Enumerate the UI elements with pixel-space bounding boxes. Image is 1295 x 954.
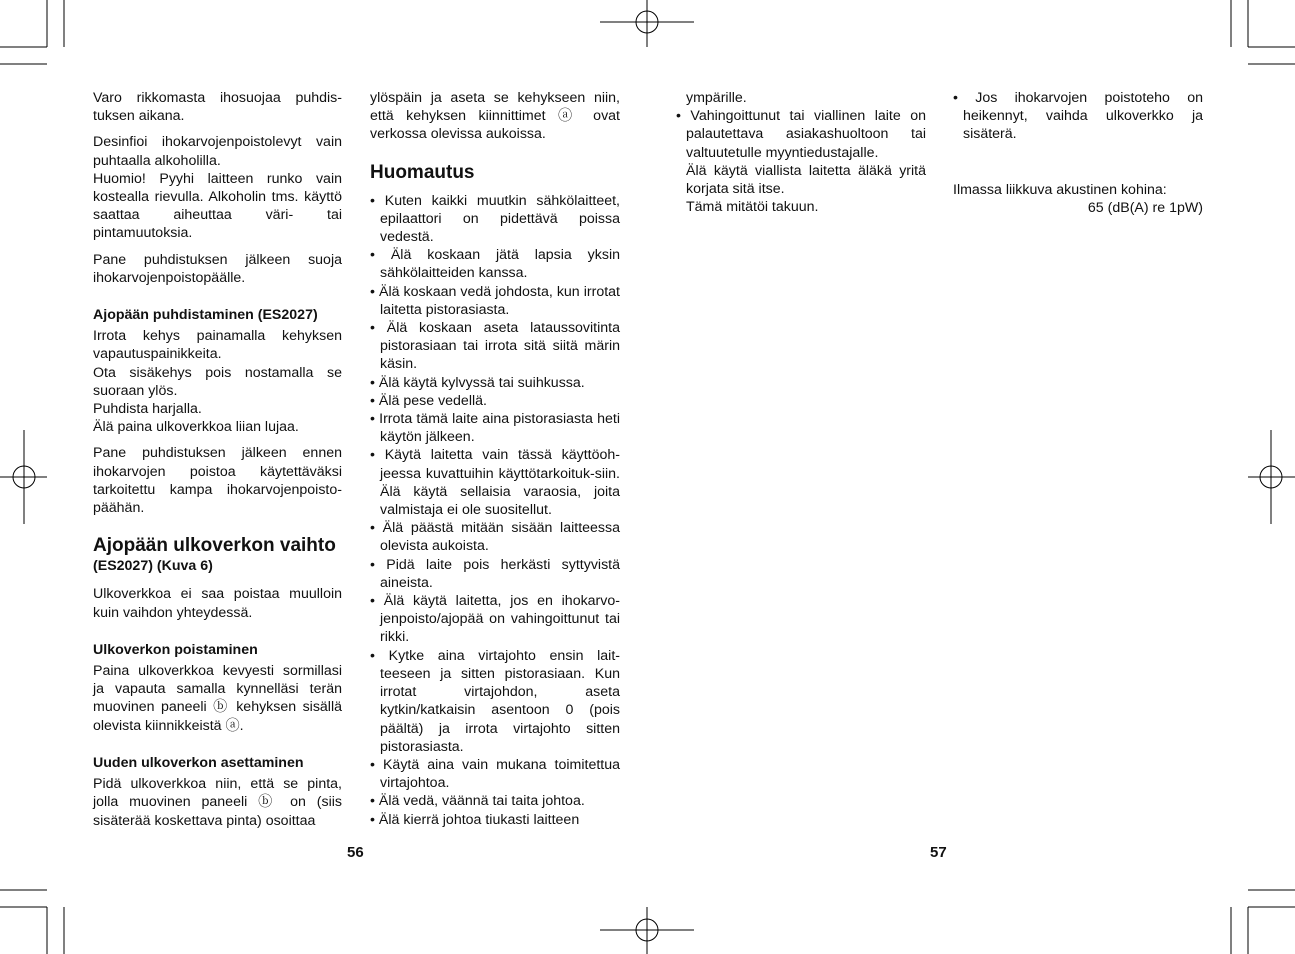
- list-item: • Kuten kaikki muutkin sähkölaitteet, epilaattori on pidettävä poissa vedestä.: [370, 192, 620, 246]
- paragraph: Älä paina ulkoverkkoa liian lujaa.: [93, 419, 299, 436]
- list-item: • Älä käytä kylvyssä tai suihkussa.: [370, 374, 585, 391]
- paragraph: Pane puhdistuksen jälkeen suoja ihokarvojenpoistopäälle.: [93, 251, 342, 286]
- list-item: • Älä päästä mitään sisään laitteessa olevista aukoista.: [370, 520, 620, 555]
- notice-heading: Huomautus: [370, 161, 475, 183]
- list-item: • Älä vedä, väännä tai taita johtoa.: [370, 793, 585, 810]
- noise-label: Ilmassa liikkuva akustinen kohina:: [953, 181, 1167, 198]
- list-item: • Älä käytä laitetta, jos en ihokarvo-jenpoisto/ajopää on vahingoittunut tai rikki.: [370, 593, 620, 646]
- paragraph: Tämä mitätöi takuun.: [686, 199, 819, 216]
- list-item: • Pidä laite pois herkästi syttyvistä aineista.: [370, 556, 620, 591]
- list-item: • Älä koskaan jätä lapsia yksin sähkölaitteiden kanssa.: [370, 247, 620, 282]
- section-heading: Ajopään puhdistaminen (ES2027): [93, 307, 318, 324]
- page-number-left: 56: [347, 844, 364, 861]
- paragraph: ylöspäin ja aseta se kehykseen niin, että kehyksen kiinnittimet ⓐ ovat verkossa olevissa aukoissa.: [370, 90, 620, 143]
- list-item: • Älä pese vedellä.: [370, 392, 487, 409]
- list-item: • Älä koskaan vedä johdosta, kun irrotat laitetta pistorasiasta.: [370, 283, 620, 318]
- paragraph: Paina ulkoverkkoa kevyesti sormillasi ja vapauta samalla kynnelläsi terän muovinen paneeli ⓑ kehyksen sisällä olevista kiinnikkeistä ⓐ.: [93, 663, 342, 734]
- paragraph: Puhdista harjalla.: [93, 401, 202, 418]
- list-item: • Käytä aina vain mukana toimitettua virtajohtoa.: [370, 756, 620, 792]
- paragraph: Ulkoverkkoa ei saa poistaa muulloin kuin vaihdon yhteydessä.: [93, 586, 342, 621]
- list-item: • Kytke aina virtajohto ensin lait-teeseen ja sitten pistorasiaan. Kun irrotat virtajohdon, aseta kytkin/katkaisin asentoon 0 (pois päältä) ja irrota virtajohto sitten pistorasiasta.: [370, 647, 620, 755]
- notice-list: [370, 192, 620, 829]
- paragraph: Ota sisäkehys pois nostamalla se suoraan ylös.: [93, 364, 342, 399]
- paragraph: ympärille.: [686, 90, 747, 106]
- page-number-right: 57: [930, 844, 947, 861]
- paragraph: Älä käytä viallista laitetta äläkä yritä korjata sitä itse.: [686, 162, 926, 198]
- section-heading: Uuden ulkoverkon asettaminen: [93, 754, 304, 771]
- paragraph: Varo rikkomasta ihosuojaa puhdis-tuksen aikana.: [93, 90, 342, 125]
- list-item: • Irrota tämä laite aina pistorasiasta heti käytön jälkeen.: [370, 411, 620, 446]
- list-item: • Jos ihokarvojen poistoteho on heikennyt, vaihda ulkoverkko ja sisäterä.: [953, 90, 1203, 143]
- list-item: • Älä kierrä johtoa tiukasti laitteen: [370, 811, 580, 828]
- section-title: Ajopään ulkoverkon vaihto: [93, 535, 336, 557]
- column-4: [953, 89, 1203, 217]
- paragraph: Pane puhdistuksen jälkeen ennen ihokarvojen poistoa käytettäväksi tarkoitettu kampa ihokarvojenpoisto-päähän.: [93, 445, 342, 517]
- paragraph: Desinfioi ihokarvojenpoistolevyt vain puhtaalla alkoholilla.: [93, 134, 342, 169]
- column-2: [370, 89, 620, 829]
- list-item: • Käytä laitetta vain tässä käyttöoh-jeessa kuvattuihin käyttötarkoituk-siin. Älä käytä sellaisia varaosia, joita valmistaja ei ole suositellut.: [370, 447, 620, 519]
- section-heading: Ulkoverkon poistaminen: [93, 641, 258, 658]
- paragraph: Pidä ulkoverkkoa niin, että se pinta, jolla muovinen paneeli ⓑ on (siis sisäterää koskettava pinta) osoittaa: [93, 776, 342, 829]
- section-subtitle: (ES2027) (Kuva 6): [93, 558, 213, 575]
- list-item: • Vahingoittunut tai viallinen laite on palautettava asiakashuoltoon tai valtuutetulle myyntiedustajalle.: [676, 108, 926, 161]
- noise-value: 65 (dB(A) re 1pW): [1087, 199, 1203, 216]
- column-1: [93, 89, 342, 830]
- column-3: [676, 89, 926, 216]
- paragraph: Huomio! Pyyhi laitteen runko vain kostealla rievulla. Alkoholin tms. käyttö saattaa aiheuttaa väri- tai pintamuutoksia.: [93, 170, 342, 242]
- list-item: • Älä koskaan aseta lataussovitinta pistorasiaan tai irrota sitä siitä märin käsin.: [370, 320, 620, 373]
- paragraph: Irrota kehys painamalla kehyksen vapautuspainikkeita.: [93, 328, 342, 363]
